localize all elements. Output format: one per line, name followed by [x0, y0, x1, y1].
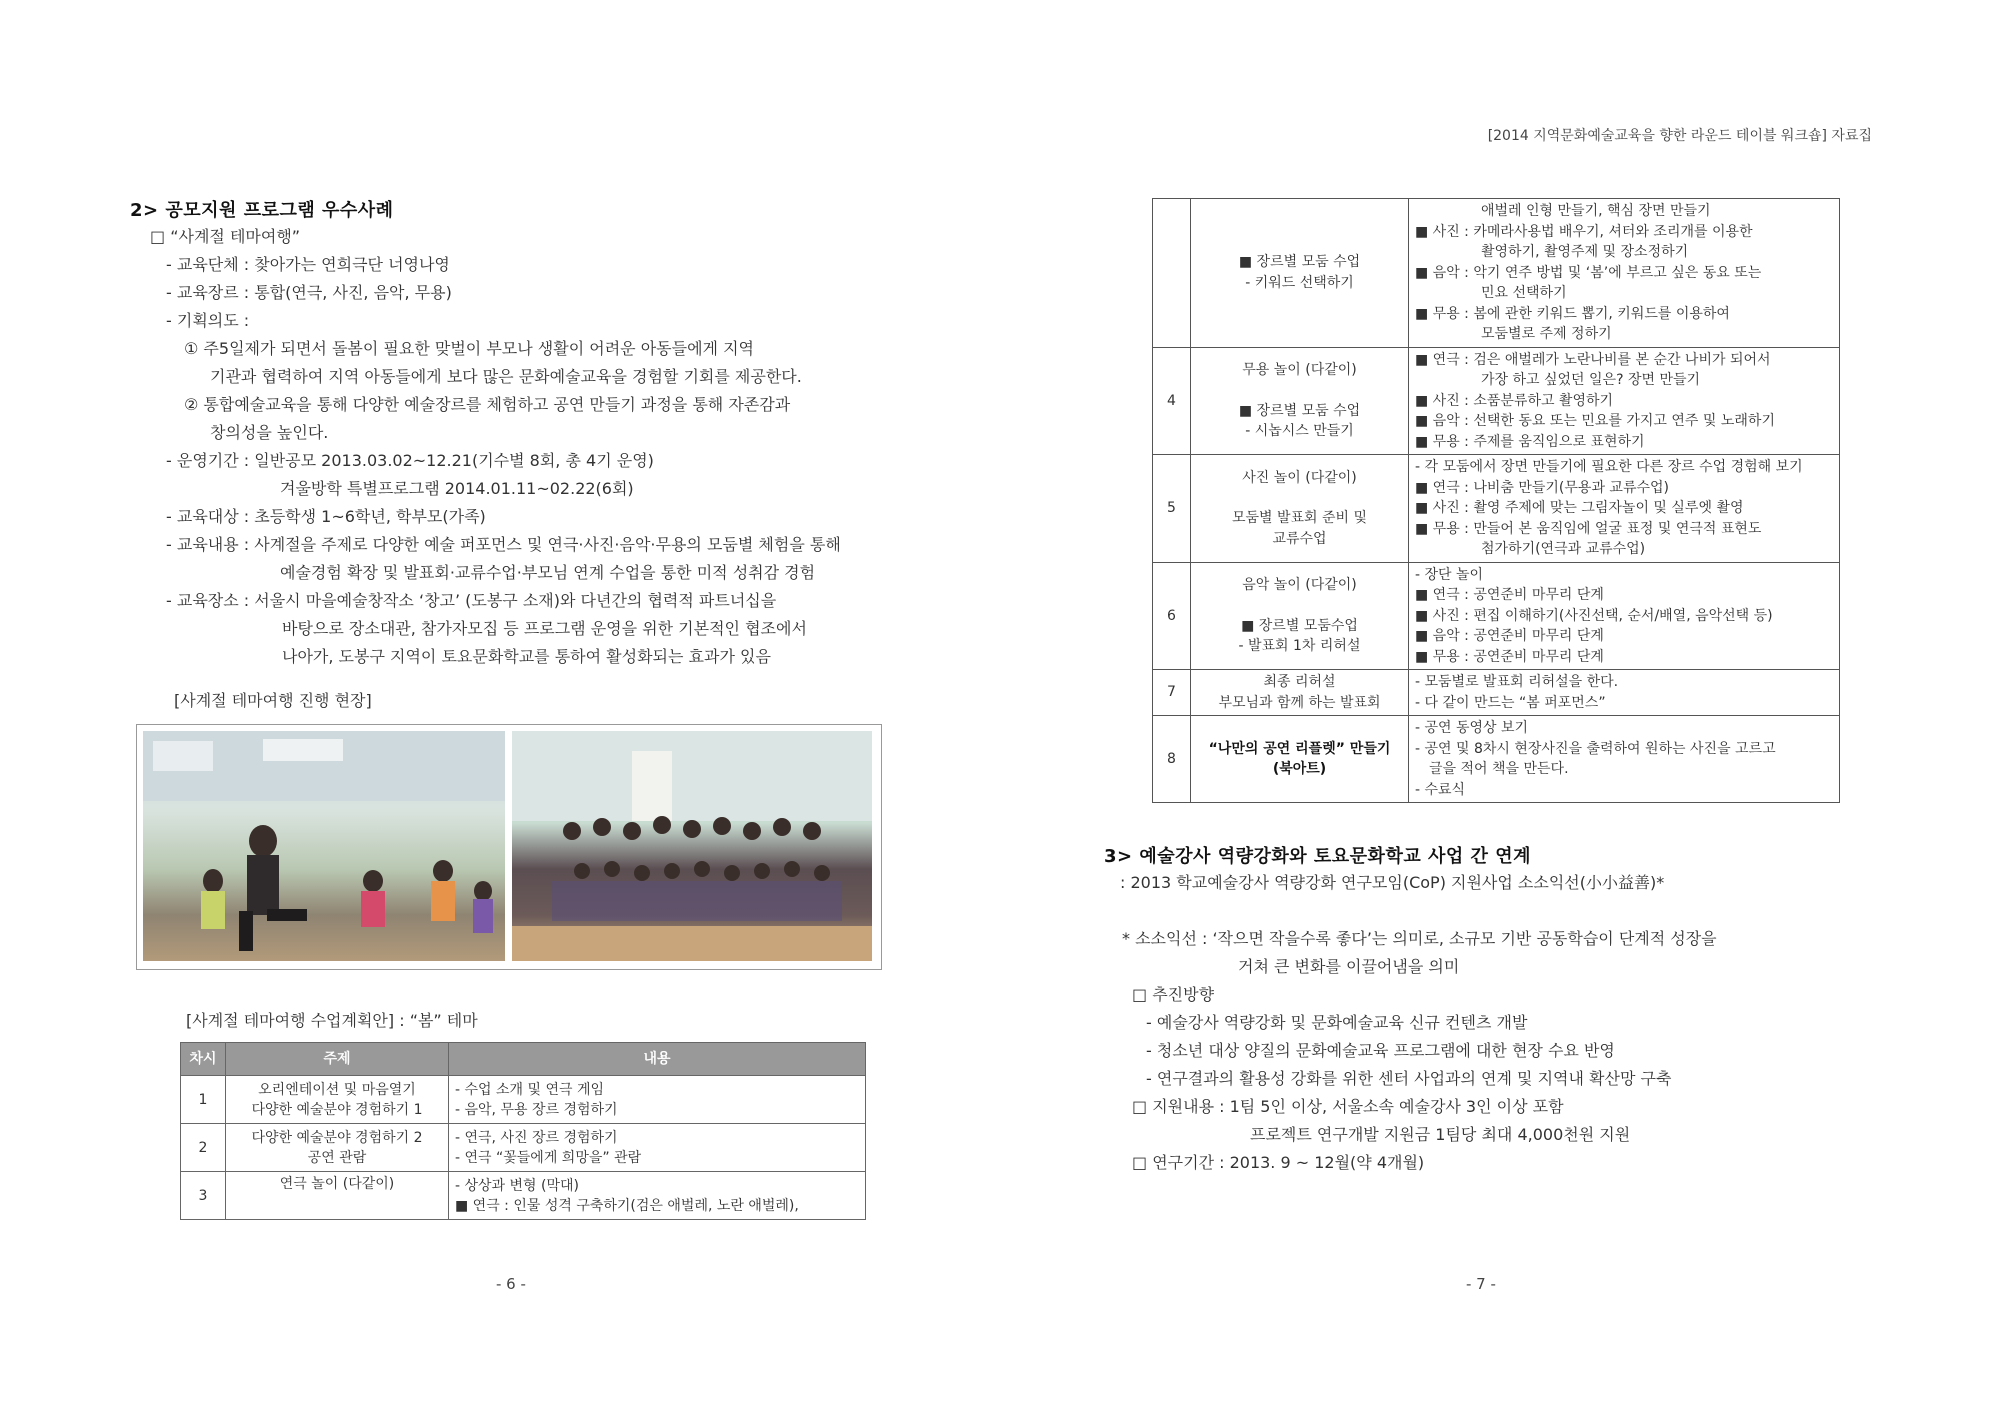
body-line: 기관과 협력하여 지역 아동들에게 보다 많은 문화예술교육을 경험할 기회를 제공한다. — [210, 367, 802, 386]
table-row — [1153, 562, 1840, 670]
body-line: - 연구결과의 활용성 강화를 위한 센터 사업과의 연계 및 지역내 확산망 구축 — [1146, 1069, 1672, 1088]
topic-line: 교류수업 — [1272, 530, 1327, 547]
program-title: □ “사계절 테마여행” — [150, 227, 301, 246]
body-line: - 운영기간 : 일반공모 2013.03.02~12.21(기수별 8회, 총 4기 운영) — [166, 451, 654, 470]
topic-line: 다양한 예술분야 경험하기 1 — [251, 1101, 423, 1118]
session-number: 5 — [1153, 455, 1191, 563]
topic-line: 다양한 예술분야 경험하기 2 — [251, 1129, 423, 1146]
spacer — [1197, 488, 1402, 508]
session-content — [449, 1124, 866, 1172]
body-line: - 교육내용 : 사계절을 주제로 다양한 예술 퍼포먼스 및 연극·사진·음악·무용의 모둠별 체험을 통해 — [166, 535, 841, 554]
content-line: ■ 연극 : 공연준비 마무리 단계 — [1415, 587, 1604, 603]
topic-line: 부모님과 함께 하는 발표회 — [1218, 694, 1381, 711]
content-line: ■ 음악 : 공연준비 마무리 단계 — [1415, 628, 1604, 644]
topic-line: 최종 리허설 — [1263, 674, 1336, 690]
session-content — [1409, 716, 1840, 803]
table-row — [181, 1076, 866, 1124]
topic-line: 공연 관람 — [307, 1149, 367, 1166]
topic-line: 오리엔테이션 및 마음열기 — [258, 1081, 416, 1098]
content-line: - 수업 소개 및 연극 게임 — [455, 1081, 605, 1098]
topic-line: - 시놉시스 만들기 — [1245, 423, 1354, 439]
spacer — [1197, 381, 1402, 401]
session-content — [1409, 670, 1840, 716]
session-number — [1153, 199, 1191, 348]
sub-line: : 2013 학교예술강사 역량강화 연구모임(CoP) 지원사업 소소익선(小小益善)* — [1120, 873, 1665, 892]
content-line: ■ 무용 : 봄에 관한 키워드 뽑기, 키워드를 이용하여 — [1415, 305, 1730, 322]
body-line: 나아가, 도봉구 지역이 토요문화학교를 통하여 활성화되는 효과가 있음 — [282, 647, 771, 666]
session-number: 7 — [1153, 670, 1191, 716]
session-topic — [1191, 199, 1409, 348]
note-line: * 소소익선 : ‘작으면 작을수록 좋다’는 의미로, 소규모 기반 공동학습이 단계적 성장을 — [1122, 929, 1717, 948]
session-number: 8 — [1153, 716, 1191, 803]
topic-line: 무용 놀이 (다같이) — [1242, 362, 1357, 378]
session-content — [1409, 347, 1840, 455]
body-line: □ 추진방향 — [1132, 985, 1215, 1004]
body-line: □ 지원내용 : 1팀 5인 이상, 서울소속 예술강사 3인 이상 포함 — [1132, 1097, 1564, 1116]
table-row — [1153, 455, 1840, 563]
content-line: 가장 하고 싶었던 일은? 장면 만들기 — [1481, 372, 1701, 388]
content-line: - 장단 놀이 — [1415, 566, 1484, 583]
session-content — [1409, 562, 1840, 670]
document-header: [2014 지역문화예술교육을 향한 라운드 테이블 워크숍] 자료집 — [1487, 128, 1872, 144]
table-row — [1153, 199, 1840, 348]
session-number: 3 — [181, 1172, 226, 1220]
content-line: - 공연 및 8차시 현장사진을 출력하여 원하는 사진을 고르고 — [1415, 740, 1776, 757]
content-line: ■ 음악 : 악기 연주 방법 및 ‘봄’에 부르고 싶은 동요 또는 — [1415, 264, 1762, 281]
content-line: ■ 사진 : 카메라사용법 배우기, 셔터와 조리개를 이용한 — [1415, 223, 1753, 240]
content-line: - 상상과 변형 (막대) — [455, 1177, 579, 1194]
session-topic — [1191, 455, 1409, 563]
session-topic — [1191, 670, 1409, 716]
session-topic — [1191, 562, 1409, 670]
page-number: - 7 - — [1466, 1275, 1496, 1293]
content-line: 글을 적어 책을 만든다. — [1429, 761, 1569, 777]
spacer — [1197, 596, 1402, 616]
content-line: - 각 모둠에서 장면 만들기에 필요한 다른 장르 수업 경험해 보기 — [1415, 459, 1803, 475]
table-header-row — [181, 1043, 866, 1076]
content-line: - 연극 “꽃들에게 희망을” 관람 — [455, 1149, 642, 1166]
body-line: - 교육대상 : 초등학생 1~6학년, 학부모(가족) — [166, 507, 486, 526]
body-line: - 교육단체 : 찾아가는 연희극단 너영나영 — [166, 255, 450, 274]
session-topic — [226, 1172, 449, 1220]
column-header: 내용 — [449, 1043, 866, 1076]
topic-line: ■ 장르별 모둠 수업 — [1238, 254, 1361, 271]
body-line: ① 주5일제가 되면서 돌봄이 필요한 맞벌이 부모나 생활이 어려운 아동들에게 지역 — [184, 339, 754, 358]
table-row — [181, 1124, 866, 1172]
body-line: - 교육장소 : 서울시 마을예술창작소 ‘창고’ (도봉구 소재)와 다년간의 협력적 파트너십을 — [166, 591, 777, 610]
session-topic — [1191, 347, 1409, 455]
topic-line: 사진 놀이 (다같이) — [1242, 469, 1357, 486]
session-number: 1 — [181, 1076, 226, 1124]
body-line: - 기획의도 : — [166, 311, 250, 330]
note-line: 거쳐 큰 변화를 이끌어냄을 의미 — [1238, 957, 1460, 976]
topic-line: - 키워드 선택하기 — [1245, 274, 1354, 291]
topic-line: 연극 놀이 (다같이) — [279, 1176, 395, 1192]
content-line: ■ 무용 : 공연준비 마무리 단계 — [1415, 648, 1604, 665]
content-line: ■ 연극 : 검은 애벌레가 노란나비를 본 순간 나비가 되어서 — [1415, 351, 1771, 368]
content-line: - 공연 동영상 보기 — [1415, 720, 1529, 736]
column-header: 주제 — [226, 1043, 449, 1076]
content-line: ■ 연극 : 인물 성격 구축하기(검은 애벌레, 노란 애벌레), — [455, 1197, 799, 1214]
class-activity-photo — [143, 731, 505, 961]
topic-line: ■ 장르별 모둠수업 — [1241, 617, 1358, 634]
topic-line: 모둠별 발표회 준비 및 — [1231, 510, 1368, 526]
content-line: 촬영하기, 촬영주제 및 장소정하기 — [1481, 244, 1689, 260]
photo-caption: [사계절 테마여행 진행 현장] — [174, 691, 372, 710]
body-line: 프로젝트 연구개발 지원금 1팀당 최대 4,000천원 지원 — [1250, 1125, 1631, 1144]
content-line: 애벌레 인형 만들기, 핵심 장면 만들기 — [1481, 203, 1711, 219]
column-header: 차시 — [181, 1043, 226, 1076]
body-line: 바탕으로 장소대관, 참가자모집 등 프로그램 운영을 위한 기본적인 협조에서 — [282, 619, 807, 638]
plan-caption: [사계절 테마여행 수업계획안] : “봄” 테마 — [186, 1011, 478, 1030]
content-line: - 수료식 — [1415, 781, 1466, 798]
content-line: - 모둠별로 발표회 리허설을 한다. — [1415, 674, 1619, 690]
body-line: ② 통합예술교육을 통해 다양한 예술장르를 체험하고 공연 만들기 과정을 통해 자존감과 — [184, 395, 791, 414]
table-row — [1153, 670, 1840, 716]
content-line: 모둠별로 주제 정하기 — [1481, 326, 1612, 342]
content-line: ■ 사진 : 촬영 주제에 맞는 그림자놀이 및 실루엣 촬영 — [1415, 500, 1744, 516]
session-content — [1409, 199, 1840, 348]
content-line: ■ 음악 : 선택한 동요 또는 민요를 가지고 연주 및 노래하기 — [1415, 413, 1775, 429]
section-title-3: 3> 예술강사 역량강화와 토요문화학교 사업 간 연계 — [1104, 846, 1531, 867]
content-line: - 다 같이 만드는 “봄 퍼포먼스” — [1415, 694, 1606, 711]
body-line: □ 연구기간 : 2013. 9 ~ 12월(약 4개월) — [1132, 1153, 1425, 1172]
content-line: 민요 선택하기 — [1481, 285, 1567, 301]
session-content — [449, 1172, 866, 1220]
lesson-plan-table-continued — [1152, 198, 1840, 803]
topic-line: (북아트) — [1272, 761, 1327, 777]
topic-line: - 발표회 1차 리허설 — [1238, 638, 1361, 654]
section-title-2: 2> 공모지원 프로그램 우수사례 — [130, 200, 394, 221]
body-line: - 예술강사 역량강화 및 문화예술교육 신규 컨텐츠 개발 — [1146, 1013, 1528, 1032]
content-line: - 음악, 무용 장르 경험하기 — [455, 1101, 618, 1118]
table-row — [181, 1172, 866, 1220]
session-number: 4 — [1153, 347, 1191, 455]
table-row — [1153, 716, 1840, 803]
content-line: - 연극, 사진 장르 경험하기 — [455, 1129, 618, 1146]
body-line: 창의성을 높인다. — [210, 423, 329, 442]
table-row — [1153, 347, 1840, 455]
session-number: 6 — [1153, 562, 1191, 670]
session-topic — [1191, 716, 1409, 803]
topic-line: 음악 놀이 (다같이) — [1242, 577, 1357, 593]
group-photo — [512, 731, 872, 961]
body-line: 예술경험 확장 및 발표회·교류수업·부모님 연계 수업을 통한 미적 성취감 경험 — [280, 563, 816, 582]
content-line: ■ 무용 : 주제를 움직임으로 표현하기 — [1415, 433, 1645, 450]
content-line: ■ 무용 : 만들어 본 움직임에 얼굴 표정 및 연극적 표현도 — [1415, 520, 1762, 537]
lesson-plan-table — [180, 1042, 866, 1220]
body-line: 겨울방학 특별프로그램 2014.01.11~02.22(6회) — [280, 479, 634, 498]
topic-line: ■ 장르별 모둠 수업 — [1238, 402, 1361, 419]
content-line: ■ 사진 : 소품분류하고 촬영하기 — [1415, 392, 1614, 409]
body-line: - 교육장르 : 통합(연극, 사진, 음악, 무용) — [166, 283, 452, 302]
body-line: - 청소년 대상 양질의 문화예술교육 프로그램에 대한 현장 수요 반영 — [1146, 1041, 1615, 1060]
session-content — [449, 1076, 866, 1124]
session-topic — [226, 1076, 449, 1124]
session-number: 2 — [181, 1124, 226, 1172]
content-line: 첨가하기(연극과 교류수업) — [1481, 541, 1646, 557]
topic-line: “나만의 공연 리플렛” 만들기 — [1208, 740, 1391, 757]
content-line: ■ 연극 : 나비춤 만들기(무용과 교류수업) — [1415, 479, 1669, 496]
content-line: ■ 사진 : 편집 이해하기(사진선택, 순서/배열, 음악선택 등) — [1415, 607, 1773, 624]
session-content — [1409, 455, 1840, 563]
page-number: - 6 - — [496, 1275, 526, 1293]
session-topic — [226, 1124, 449, 1172]
